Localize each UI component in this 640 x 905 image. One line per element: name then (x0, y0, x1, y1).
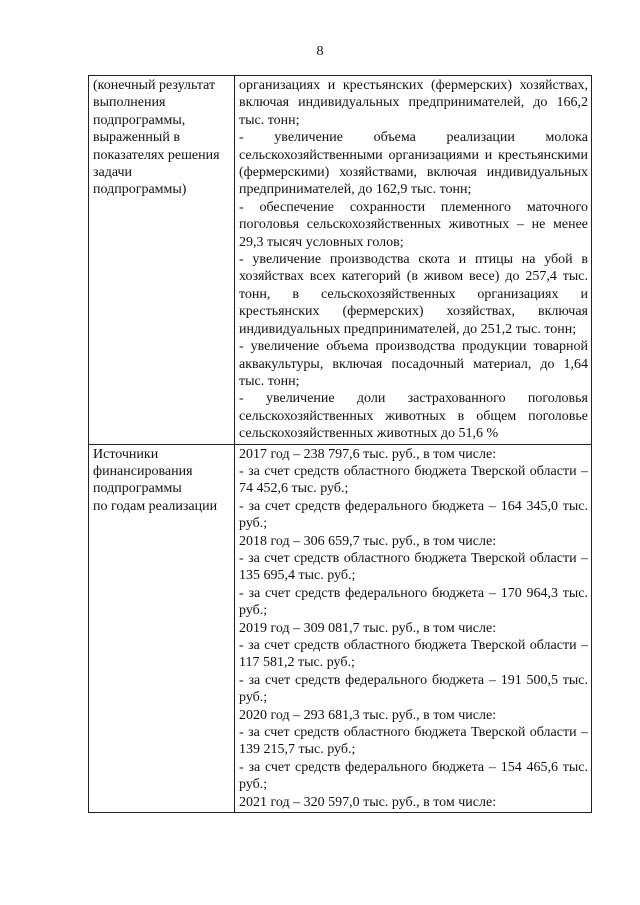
funding-item: - за счет средств федерального бюджета – 164 345,0 тыс. руб.; (239, 498, 588, 532)
funding-year-line: 2021 год – 320 597,0 тыс. руб., в том числе: (239, 794, 497, 810)
result-item: - увеличение объема производства продукции товарной аквакультуры, включая посадочный материал, до 1,64 тыс. тонн; (239, 339, 588, 389)
result-item: организациях и крестьянских (фермерских) хозяйствах, включая индивидуальных предпринимателей, до 166,2 тыс. тонн; (239, 78, 588, 128)
funding-year-line: 2019 год – 309 081,7 тыс. руб., в том числе: (239, 620, 497, 636)
result-item: - увеличение доли застрахованного поголовья сельскохозяйственных животных в общем поголовье сельскохозяйственных животных до 51,6 % (239, 391, 588, 442)
row-label-result (89, 76, 235, 445)
label-line: подпрограммы (93, 481, 182, 497)
label-line: выполнения (93, 95, 166, 111)
funding-year-line: 2017 год – 238 797,6 тыс. руб., в том числе: (239, 446, 497, 462)
label-line: финансирования (93, 463, 193, 479)
funding-item: - за счет средств областного бюджета Тверской области – 74 452,6 тыс. руб.; (239, 463, 588, 497)
label-line: (конечный результат (93, 78, 216, 93)
label-line: подпрограммы, (93, 112, 186, 128)
label-line: показателях решения (93, 147, 220, 163)
result-item: - увеличение объема реализации молока сельскохозяйственными организациями и крестьянскими (фермерскими) хозяйствами, включая индивидуальных предпринимателей, до 162,9 тыс. тонн; (239, 130, 588, 198)
result-item: - обеспечение сохранности племенного маточного поголовья сельскохозяйственных животных – не менее 29,3 тысяч условных голов; (239, 199, 588, 250)
label-line: подпрограммы) (93, 182, 187, 198)
passport-table (88, 75, 592, 813)
funding-year-line: 2020 год – 293 681,3 тыс. руб., в том числе: (239, 707, 497, 723)
result-item: - увеличение производства скота и птицы на убой в хозяйствах всех категорий (в живом весе) до 257,4 тыс. тонн, в сельскохозяйственных организациях и крестьянских (фермерских) хозяйствах, включая индивидуальных предпринимателей, до 251,2 тыс. тонн; (239, 252, 588, 337)
label-line: Источники (93, 446, 159, 462)
funding-item: - за счет средств федерального бюджета – 154 465,6 тыс. руб.; (239, 759, 588, 793)
funding-item: - за счет средств областного бюджета Тверской области – 139 215,7 тыс. руб.; (239, 725, 588, 758)
row-content-result (235, 76, 592, 445)
table-row-funding (89, 444, 592, 813)
table-row-result (89, 76, 592, 445)
row-label-funding (89, 444, 235, 813)
funding-item: - за счет средств областного бюджета Тверской области – 117 581,2 тыс. руб.; (239, 638, 588, 671)
funding-item: - за счет средств федерального бюджета – 170 964,3 тыс. руб.; (239, 585, 588, 619)
funding-item: - за счет средств областного бюджета Тверской области – 135 695,4 тыс. руб.; (239, 550, 588, 584)
funding-year-line: 2018 год – 306 659,7 тыс. руб., в том числе: (239, 533, 497, 549)
funding-item: - за счет средств федерального бюджета – 191 500,5 тыс. руб.; (239, 672, 588, 706)
label-line: выраженный в (93, 130, 180, 146)
label-line: по годам реализации (93, 498, 218, 514)
label-line: задачи (93, 165, 133, 181)
row-content-funding (235, 444, 592, 813)
page-number: 8 (316, 44, 324, 59)
